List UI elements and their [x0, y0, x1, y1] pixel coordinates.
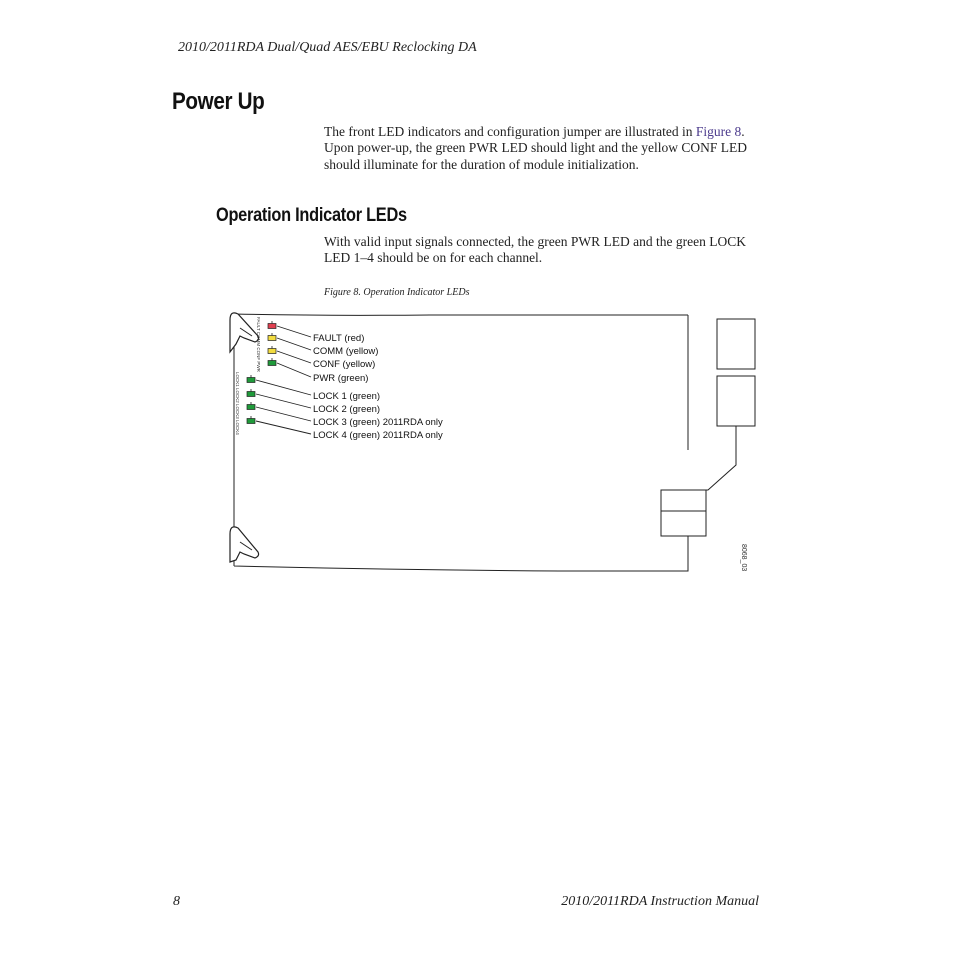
led-leader-line	[277, 363, 311, 377]
page-number: 8	[173, 894, 180, 909]
led-leader-line	[277, 326, 311, 337]
led-label: CONF (yellow)	[313, 359, 376, 370]
power-up-paragraph	[324, 124, 764, 173]
vertical-led-label-bottom: LOCK1 LOCK2 LOCK3 LOCK4	[235, 372, 240, 435]
figure-8-link[interactable]: Figure 8	[695, 124, 742, 139]
running-header: 2010/2011RDA Dual/Quad AES/EBU Reclocking DA	[178, 40, 477, 55]
status-led	[268, 324, 276, 329]
status-led	[268, 361, 276, 366]
status-led	[268, 349, 276, 354]
status-led	[247, 378, 255, 383]
led-leader-line	[277, 351, 311, 363]
status-led	[268, 336, 276, 341]
led-group	[247, 321, 443, 441]
led-label: FAULT (red)	[313, 333, 365, 344]
running-footer: 2010/2011RDA Instruction Manual	[561, 894, 759, 909]
board-outline	[234, 314, 688, 571]
led-leader-line	[256, 407, 311, 421]
led-label: COMM (yellow)	[313, 346, 379, 357]
led-leader-line	[256, 421, 311, 434]
led-label: LOCK 2 (green)	[313, 404, 381, 415]
status-led	[247, 405, 255, 410]
led-label: PWR (green)	[313, 373, 369, 384]
status-led	[247, 392, 255, 397]
led-label: LOCK 3 (green) 2011RDA only	[313, 417, 443, 428]
connector-middle	[717, 376, 755, 426]
connector-trace	[688, 426, 736, 490]
led-leader-line	[256, 394, 311, 408]
figure-caption: Figure 8. Operation Indicator LEDs	[324, 287, 470, 298]
led-leader-line	[277, 338, 311, 350]
drawing-id: 8068_03	[740, 544, 747, 572]
para1-text-before: The front LED indicators and configuration jumper are illustrated in	[324, 124, 696, 139]
status-led	[247, 419, 255, 424]
led-label: LOCK 1 (green)	[313, 391, 381, 402]
para1-text-after: . Upon power-up, the green PWR LED should light and the yellow CONF LED should illuminate for the duration of module initialization.	[324, 124, 748, 172]
connector-top	[717, 319, 755, 369]
top-ejector-handle	[230, 313, 259, 352]
connector-bottom	[661, 490, 706, 536]
operation-leds-paragraph: With valid input signals connected, the green PWR LED and the green LOCK LED 1–4 should be on for each channel.	[324, 234, 746, 266]
section-title: Power Up	[172, 88, 265, 115]
vertical-led-label-top: FAULT COMM CONF PWR	[256, 317, 261, 372]
subsection-title: Operation Indicator LEDs	[216, 205, 407, 226]
led-leader-line	[256, 380, 311, 395]
led-figure	[200, 300, 770, 585]
led-label: LOCK 4 (green) 2011RDA only	[313, 430, 443, 441]
